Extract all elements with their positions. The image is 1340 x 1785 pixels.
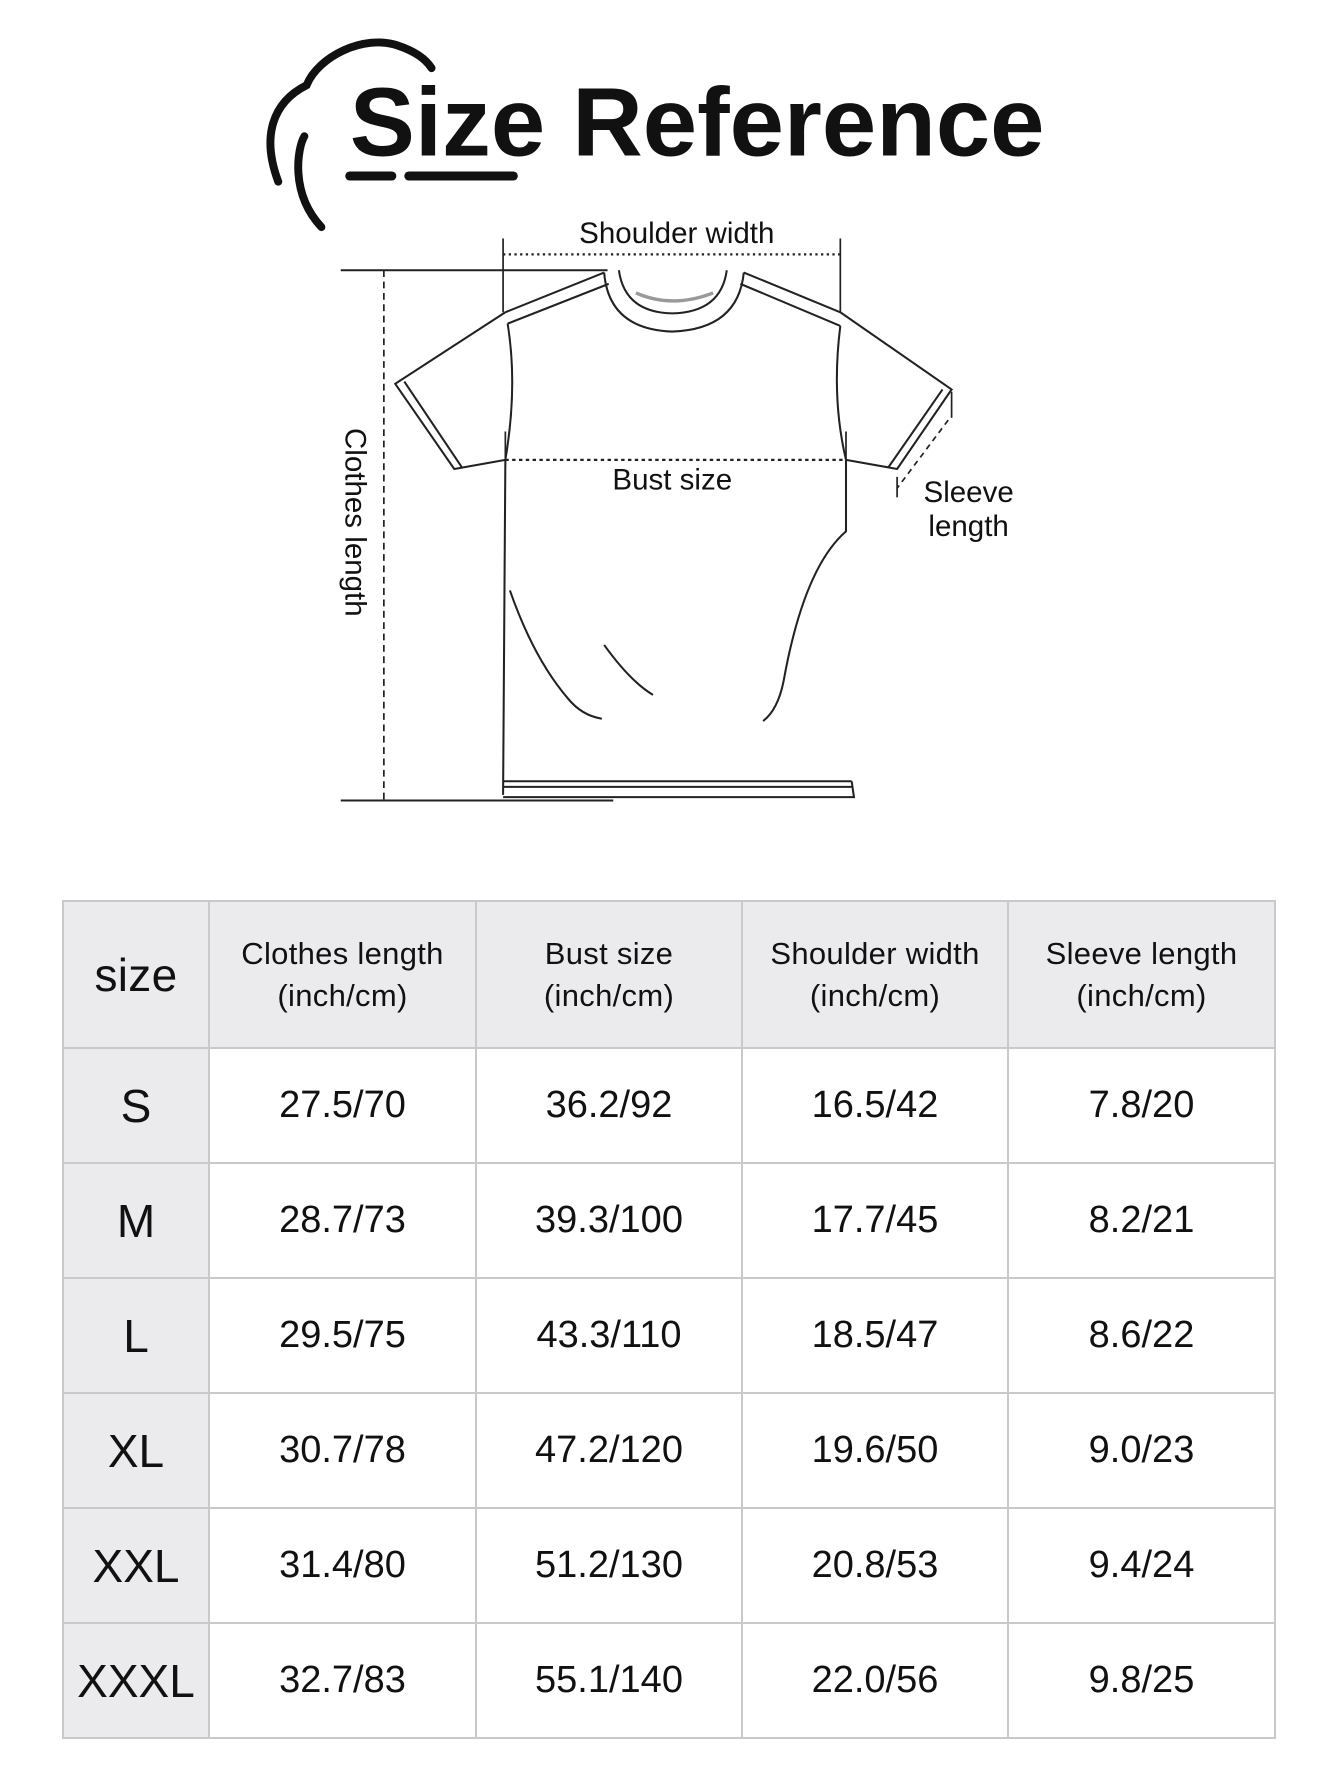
cell-clothes-length: 28.7/73 (209, 1163, 476, 1278)
label-sleeve-length-1: Sleeve (923, 475, 1014, 509)
cell-size: M (63, 1163, 209, 1278)
header-unit: (inch/cm) (277, 977, 408, 1013)
table-row (63, 1048, 1275, 1163)
cell-sleeve-length: 9.8/25 (1008, 1623, 1275, 1738)
cell-sleeve-length: 8.2/21 (1008, 1163, 1275, 1278)
table-row (63, 1163, 1275, 1278)
header-label: Bust size (544, 935, 674, 971)
cell-size: XXL (63, 1508, 209, 1623)
cell-sleeve-length: 8.6/22 (1008, 1278, 1275, 1393)
header-unit: (inch/cm) (1076, 977, 1207, 1013)
label-bust-size: Bust size (612, 463, 733, 497)
cell-shoulder-width: 22.0/56 (742, 1623, 1008, 1738)
cell-size: L (63, 1278, 209, 1393)
header-unit: (inch/cm) (809, 977, 941, 1013)
cell-clothes-length: 30.7/78 (209, 1393, 476, 1508)
cell-shoulder-width: 19.6/50 (742, 1393, 1008, 1508)
cell-sleeve-length: 7.8/20 (1008, 1048, 1275, 1163)
cell-shoulder-width: 20.8/53 (742, 1508, 1008, 1623)
cell-size: XXXL (63, 1623, 209, 1738)
table-row (63, 1508, 1275, 1623)
header-label: Shoulder width (770, 935, 980, 971)
cell-bust-size: 43.3/110 (476, 1278, 742, 1393)
header-unit: (inch/cm) (543, 977, 675, 1013)
cell-bust-size: 55.1/140 (476, 1623, 742, 1738)
cell-bust-size: 51.2/130 (476, 1508, 742, 1623)
header-label: Sleeve length (1045, 935, 1238, 971)
cell-clothes-length: 29.5/75 (209, 1278, 476, 1393)
cell-shoulder-width: 16.5/42 (742, 1048, 1008, 1163)
cell-bust-size: 47.2/120 (476, 1393, 742, 1508)
label-shoulder-width: Shoulder width (579, 216, 775, 250)
table-row (63, 1623, 1275, 1738)
cell-shoulder-width: 17.7/45 (742, 1163, 1008, 1278)
header-size (63, 901, 209, 1048)
table-row (63, 1393, 1275, 1508)
cell-clothes-length: 27.5/70 (209, 1048, 476, 1163)
label-clothes-length: Clothes length (338, 427, 372, 617)
page-title: Size Reference (349, 67, 1045, 177)
header-label: size (94, 948, 178, 1001)
cell-sleeve-length: 9.4/24 (1008, 1508, 1275, 1623)
cell-clothes-length: 31.4/80 (209, 1508, 476, 1623)
cell-clothes-length: 32.7/83 (209, 1623, 476, 1738)
header-bust-size (476, 901, 742, 1048)
cell-bust-size: 39.3/100 (476, 1163, 742, 1278)
size-diagram (0, 0, 1340, 880)
measurement-lines (341, 238, 952, 800)
table-row (63, 1278, 1275, 1393)
header-clothes-length (209, 901, 476, 1048)
cell-sleeve-length: 9.0/23 (1008, 1393, 1275, 1508)
tshirt-outline (395, 267, 951, 797)
size-chart-table (62, 900, 1276, 1739)
cell-bust-size: 36.2/92 (476, 1048, 742, 1163)
cell-size: XL (63, 1393, 209, 1508)
label-sleeve-length-2: length (928, 509, 1009, 543)
cell-shoulder-width: 18.5/47 (742, 1278, 1008, 1393)
table-header-row (63, 901, 1275, 1048)
header-shoulder-width (742, 901, 1008, 1048)
header-label: Clothes length (241, 935, 444, 971)
header-sleeve-length (1008, 901, 1275, 1048)
cell-size: S (63, 1048, 209, 1163)
